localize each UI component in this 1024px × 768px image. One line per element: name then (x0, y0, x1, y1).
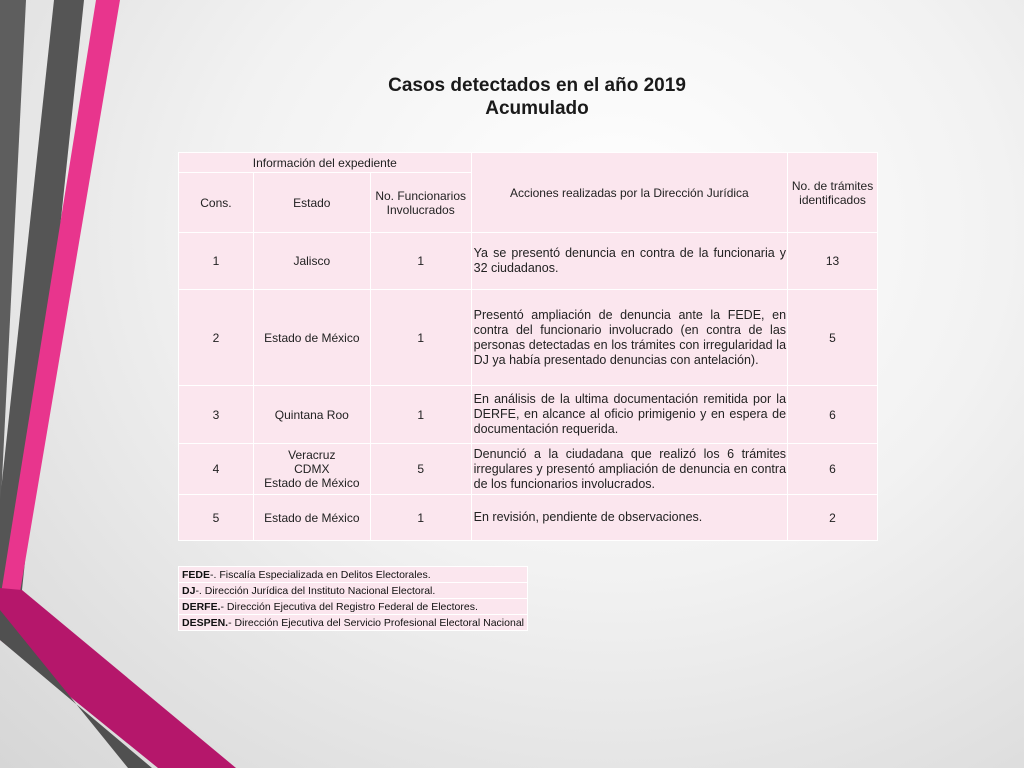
page-title (300, 74, 774, 120)
cell-funcionarios: 5 (370, 444, 471, 495)
cell-cons: 5 (179, 495, 254, 541)
cell-acciones: Ya se presentó denuncia en contra de la funcionaria y 32 ciudadanos. (471, 233, 787, 290)
legend-abbr: DESPEN. (182, 616, 229, 629)
header-expediente-info: Información del expediente (179, 153, 472, 173)
estado-line: Veracruz (288, 448, 336, 462)
cell-funcionarios: 1 (370, 233, 471, 290)
table-row (179, 444, 878, 495)
legend-item-cell (179, 599, 528, 615)
legend-item-cell (179, 583, 528, 599)
table-row (179, 233, 878, 290)
legend-item (179, 567, 528, 583)
cell-cons: 3 (179, 386, 254, 444)
cell-acciones: Presentó ampliación de denuncia ante la FEDE, en contra del funcionario involucrado (en contra de las personas detectadas en los trámites con irregularidad la DJ ya había presentado denuncias con antelación). (471, 290, 787, 386)
header-acciones: Acciones realizadas por la Dirección Jurídica (471, 153, 787, 233)
title-line-1: Casos detectados en el año 2019 (388, 75, 686, 96)
legend-abbr: FEDE (182, 568, 211, 581)
estado-line: Estado de México (264, 476, 360, 490)
cell-acciones: En análisis de la ultima documentación remitida por la DERFE, en alcance al oficio primigenio y en espera de documentación requerida. (471, 386, 787, 444)
header-cons: Cons. (179, 173, 254, 233)
cell-funcionarios: 1 (370, 290, 471, 386)
cell-tramites: 13 (788, 233, 878, 290)
cell-tramites: 6 (788, 386, 878, 444)
table-row (179, 386, 878, 444)
estado-line: Jalisco (293, 254, 331, 268)
header-funcionarios-line-2: Involucrados (386, 202, 455, 217)
cell-estado (253, 495, 370, 541)
cell-acciones: En revisión, pendiente de observaciones. (471, 495, 787, 541)
legend-text: -. Fiscalía Especializada en Delitos Electorales. (210, 568, 431, 581)
header-tramites (788, 153, 878, 233)
header-funcionarios (370, 173, 471, 233)
estado-line: Estado de México (264, 510, 360, 525)
abbreviations-legend (178, 566, 528, 631)
header-estado: Estado (253, 173, 370, 233)
table-row (179, 290, 878, 386)
legend-item-cell (179, 567, 528, 583)
table-row (179, 495, 878, 541)
header-tramites-line-2: identificados (799, 192, 866, 207)
legend-item (179, 583, 528, 599)
legend-item-cell (179, 615, 528, 631)
cell-estado (253, 386, 370, 444)
estado-line: CDMX (294, 462, 330, 476)
legend-text: - Dirección Ejecutiva del Registro Federal de Electores. (220, 600, 478, 613)
legend-abbr: DERFE. (182, 600, 221, 613)
cell-tramites: 2 (788, 495, 878, 541)
legend-abbr: DJ (182, 584, 196, 597)
legend-text: - Dirección Ejecutiva del Servicio Profesional Electoral Nacional (228, 616, 524, 629)
cell-estado (253, 233, 370, 290)
cell-estado (253, 290, 370, 386)
estado-line: Estado de México (264, 330, 360, 345)
cell-cons: 1 (179, 233, 254, 290)
legend-item (179, 615, 528, 631)
legend-text: -. Dirección Jurídica del Instituto Nacional Electoral. (195, 584, 436, 597)
cell-estado (253, 444, 370, 495)
title-line-2: Acumulado (485, 98, 589, 119)
header-funcionarios-line-1: No. Funcionarios (375, 188, 467, 203)
cell-acciones: Denunció a la ciudadana que realizó los 6 trámites irregulares y presentó ampliación de denuncia en contra de los funcionarios involucrados. (471, 444, 787, 495)
cell-tramites: 5 (788, 290, 878, 386)
cell-cons: 2 (179, 290, 254, 386)
cell-cons: 4 (179, 444, 254, 495)
cell-funcionarios: 1 (370, 495, 471, 541)
cell-funcionarios: 1 (370, 386, 471, 444)
legend-item (179, 599, 528, 615)
cases-table (178, 152, 878, 541)
cell-tramites: 6 (788, 444, 878, 495)
header-tramites-line-1: No. de trámites (791, 178, 874, 193)
estado-line: Quintana Roo (274, 407, 349, 422)
